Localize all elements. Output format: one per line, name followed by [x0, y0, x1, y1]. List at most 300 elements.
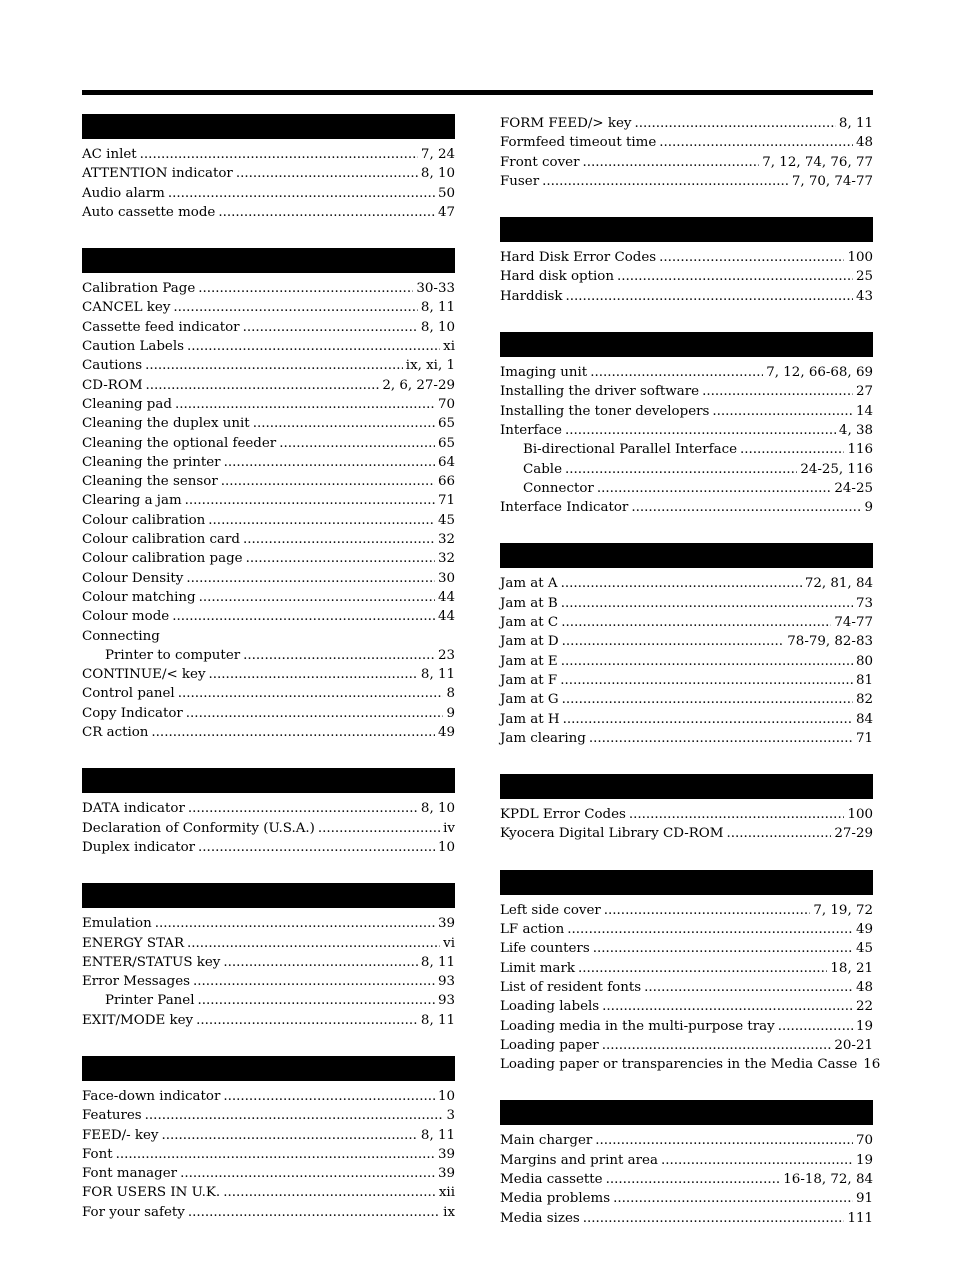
index-section	[500, 543, 873, 748]
dot-leader	[193, 972, 435, 991]
index-page-numbers: 100	[847, 807, 873, 823]
index-term: FORM FEED/> key	[500, 116, 632, 131]
index-entry	[500, 632, 873, 651]
index-term: Cassette feed indicator	[82, 319, 240, 335]
index-entry	[500, 805, 873, 824]
index-entry	[500, 690, 873, 709]
section-header-bar	[82, 883, 455, 908]
dot-leader	[542, 172, 789, 191]
index-section	[500, 870, 881, 1075]
index-term: Left side cover	[500, 902, 601, 918]
index-term: FOR USERS IN U.K.	[82, 1185, 221, 1201]
index-entry	[500, 1170, 873, 1189]
index-entry	[500, 248, 873, 267]
index-term: Installing the toner developers	[500, 403, 710, 419]
index-page-numbers: 71	[437, 493, 455, 509]
dot-leader	[593, 939, 853, 958]
index-page-numbers: 81	[855, 672, 873, 688]
index-page-numbers: 8	[446, 686, 455, 702]
index-term: Printer to computer	[105, 647, 241, 663]
index-entry	[82, 511, 455, 530]
index-term: CD-ROM	[82, 377, 143, 393]
index-page-numbers: 2, 6, 27-29	[382, 377, 455, 393]
index-page-numbers: iv	[443, 820, 455, 836]
index-term: Clearing a jam	[82, 493, 182, 509]
dot-leader	[186, 569, 435, 588]
index-entry	[82, 549, 455, 568]
index-page-numbers: 111	[847, 1210, 873, 1226]
index-term: ATTENTION indicator	[82, 166, 233, 182]
index-page-numbers: 71	[855, 730, 873, 746]
index-page-numbers: 47	[437, 204, 455, 220]
index-page-numbers: 8, 10	[420, 319, 455, 335]
index-entry	[82, 472, 455, 491]
index-entry	[82, 723, 455, 742]
dot-leader	[246, 549, 435, 568]
dot-leader	[727, 824, 832, 843]
index-term: Printer Panel	[105, 993, 195, 1009]
index-page-numbers: 30-33	[416, 281, 455, 297]
dot-leader	[173, 298, 418, 317]
index-page-numbers: 7, 70, 74-77	[791, 173, 873, 189]
dot-leader	[155, 914, 435, 933]
section-header-bar	[500, 543, 873, 568]
index-page-numbers: 65	[437, 416, 455, 432]
index-term: Colour Density	[82, 570, 184, 586]
index-term: CANCEL key	[82, 300, 171, 316]
dot-leader	[561, 613, 831, 632]
index-page-numbers: 74-77	[834, 615, 873, 631]
index-term: Calibration Page	[82, 281, 196, 297]
index-page-numbers: 44	[437, 609, 455, 625]
index-term: Control panel	[82, 686, 175, 702]
index-entry	[82, 434, 455, 453]
index-page-numbers: 8, 10	[420, 801, 455, 817]
dot-leader	[644, 978, 853, 997]
index-page-numbers: 20-21	[834, 1037, 873, 1053]
index-term: DATA indicator	[82, 801, 185, 817]
index-entry	[500, 402, 873, 421]
index-entry	[500, 594, 873, 613]
index-page-numbers: 7, 12, 66-68, 69	[766, 365, 873, 381]
index-entry	[82, 414, 455, 433]
index-page-numbers: 16-18, 72, 84	[783, 1171, 873, 1187]
dot-leader	[602, 997, 853, 1016]
index-entry	[82, 279, 455, 298]
index-page-numbers: 100	[847, 250, 873, 266]
index-page-numbers: 49	[437, 725, 455, 741]
index-entry	[82, 491, 455, 510]
index-entry	[500, 287, 873, 306]
index-term: Life counters	[500, 941, 590, 957]
index-entry	[82, 704, 455, 723]
index-term: CONTINUE/< key	[82, 667, 206, 683]
index-page-numbers: 39	[437, 916, 455, 932]
index-page-numbers: 23	[437, 647, 455, 663]
index-page-numbers: 27	[855, 384, 873, 400]
index-entry	[82, 569, 455, 588]
index-term: Emulation	[82, 916, 152, 932]
index-page-numbers: 70	[855, 1133, 873, 1149]
index-page-numbers: 8, 11	[838, 116, 873, 131]
index-page-numbers: 24-25, 116	[800, 461, 873, 477]
index-term: KPDL Error Codes	[500, 807, 626, 823]
index-entry	[82, 1011, 455, 1030]
index-entry	[82, 530, 455, 549]
index-entry	[82, 395, 455, 414]
dot-leader	[561, 594, 853, 613]
index-page-numbers: 10	[437, 839, 455, 855]
index-section	[500, 332, 873, 517]
index-term: Connecting	[82, 628, 160, 644]
dot-leader	[562, 690, 853, 709]
index-entry	[500, 1131, 873, 1150]
index-term: Cleaning the optional feeder	[82, 435, 277, 451]
dot-leader	[180, 1164, 435, 1183]
dot-leader	[565, 460, 797, 479]
index-term: Colour matching	[82, 589, 196, 605]
index-page-numbers: 7, 19, 72	[813, 902, 873, 918]
top-rule	[82, 90, 873, 95]
section-header-bar	[82, 1056, 455, 1081]
dot-leader	[563, 710, 853, 729]
index-section	[500, 1100, 873, 1227]
dot-leader	[145, 356, 403, 375]
index-page-numbers: 48	[855, 135, 873, 151]
index-term: Formfeed timeout time	[500, 135, 657, 151]
index-term: Media problems	[500, 1191, 611, 1207]
index-section	[82, 768, 455, 857]
index-term: Jam at F	[500, 672, 558, 688]
index-entry	[500, 959, 873, 978]
index-entry	[500, 267, 873, 286]
dot-leader	[582, 153, 759, 172]
index-term: Features	[82, 1108, 142, 1124]
index-term: Media cassette	[500, 1171, 603, 1187]
index-page-numbers: 64	[437, 454, 455, 470]
dot-leader	[223, 1087, 435, 1106]
dot-leader	[151, 723, 435, 742]
index-entry	[500, 498, 873, 517]
index-term: Interface	[500, 422, 562, 438]
dot-leader	[198, 991, 435, 1010]
dot-leader	[635, 114, 836, 133]
dot-leader	[617, 267, 853, 286]
index-entry	[500, 1151, 873, 1170]
dot-leader	[565, 421, 836, 440]
index-subentry	[500, 440, 873, 459]
index-entry	[82, 1087, 455, 1106]
index-column-left	[82, 114, 455, 1248]
section-header-bar	[500, 217, 873, 242]
dot-leader	[186, 704, 444, 723]
index-page-numbers: ix	[443, 1204, 455, 1220]
dot-leader	[196, 1011, 418, 1030]
dot-leader	[145, 1106, 444, 1125]
dot-leader	[188, 1203, 440, 1222]
index-term: Jam at B	[500, 595, 558, 611]
index-page-numbers: 82	[855, 692, 873, 708]
index-page-numbers: 7, 24	[420, 147, 455, 162]
index-term: Limit mark	[500, 960, 575, 976]
index-term: Fuser	[500, 173, 540, 189]
section-header-bar	[82, 248, 455, 273]
index-entry	[82, 1126, 455, 1145]
index-term: Jam at H	[500, 711, 560, 727]
dot-leader	[209, 665, 418, 684]
dot-leader	[613, 1189, 853, 1208]
index-page-numbers: 80	[855, 653, 873, 669]
index-term: Declaration of Conformity (U.S.A.)	[82, 820, 315, 836]
index-page-numbers: ix, xi, 1	[405, 358, 455, 374]
section-header-bar	[82, 768, 455, 793]
index-column-right	[500, 114, 881, 1254]
dot-leader	[161, 1126, 417, 1145]
index-term: Front cover	[500, 154, 580, 170]
section-header-bar	[500, 870, 873, 895]
dot-leader	[583, 1209, 845, 1228]
index-page-numbers: 32	[437, 532, 455, 548]
index-section	[82, 114, 455, 222]
dot-leader	[243, 318, 418, 337]
dot-leader	[629, 805, 845, 824]
index-entry	[82, 203, 455, 222]
dot-leader	[243, 530, 435, 549]
index-page-numbers: 39	[437, 1166, 455, 1182]
index-term: Loading media in the multi-purpose tray	[500, 1018, 775, 1034]
index-entry	[82, 376, 455, 395]
index-term: Caution Labels	[82, 339, 184, 355]
index-section	[500, 114, 873, 191]
index-page-numbers: 30	[437, 570, 455, 586]
dot-leader	[221, 472, 435, 491]
index-entry	[500, 172, 873, 191]
index-entry	[82, 665, 455, 684]
index-page-numbers: 70	[437, 396, 455, 412]
index-term: Cleaning pad	[82, 396, 172, 412]
index-entry	[82, 1145, 455, 1164]
dot-leader	[218, 203, 435, 222]
index-entry	[82, 914, 455, 933]
dot-leader	[606, 1170, 781, 1189]
index-entry	[500, 421, 873, 440]
index-page-numbers: 8, 11	[420, 300, 455, 316]
index-page-numbers: 91	[855, 1191, 873, 1207]
index-entry	[82, 318, 455, 337]
index-entry	[82, 453, 455, 472]
index-entry	[500, 382, 873, 401]
index-term: Jam clearing	[500, 730, 586, 746]
dot-leader	[187, 934, 440, 953]
index-section	[82, 248, 455, 742]
dot-leader	[178, 684, 444, 703]
dot-leader	[567, 920, 853, 939]
index-entry	[500, 574, 873, 593]
index-term: Jam at E	[500, 653, 558, 669]
index-page-numbers: 44	[437, 589, 455, 605]
index-entry	[82, 819, 455, 838]
index-section	[500, 774, 873, 844]
index-entry	[500, 671, 873, 690]
index-term: Jam at D	[500, 634, 559, 650]
index-page-numbers: xii	[438, 1185, 455, 1201]
index-page-numbers: 14	[855, 403, 873, 419]
dot-leader	[185, 491, 435, 510]
index-term: ENTER/STATUS key	[82, 954, 221, 970]
dot-leader	[562, 632, 785, 651]
dot-leader	[561, 652, 853, 671]
index-entry	[500, 920, 873, 939]
index-term: Copy Indicator	[82, 705, 183, 721]
index-entry	[82, 356, 455, 375]
index-page-numbers: 18, 21	[830, 960, 873, 976]
index-entry	[82, 1164, 455, 1183]
index-term: LF action	[500, 922, 565, 938]
dot-leader	[116, 1145, 435, 1164]
index-subentry	[500, 460, 873, 479]
dot-leader	[595, 1131, 853, 1150]
index-entry	[500, 613, 873, 632]
index-entry	[82, 607, 455, 626]
index-page-numbers: 24-25	[834, 480, 873, 496]
dot-leader	[208, 511, 435, 530]
index-page-numbers: 43	[855, 288, 873, 304]
dot-leader	[778, 1017, 853, 1036]
index-page-numbers: 19	[855, 1152, 873, 1168]
index-term: Jam at C	[500, 615, 559, 631]
index-page-numbers: 8, 11	[420, 1127, 455, 1143]
index-page-numbers: 84	[855, 711, 873, 727]
dot-leader	[243, 646, 435, 665]
index-subentry	[82, 646, 455, 665]
index-entry	[82, 1106, 455, 1125]
index-entry	[500, 978, 873, 997]
index-page-numbers: 73	[855, 595, 873, 611]
index-page-numbers: 93	[437, 974, 455, 990]
index-subentry	[500, 479, 873, 498]
index-entry	[82, 972, 455, 991]
dot-leader	[561, 574, 802, 593]
index-entry	[500, 901, 873, 920]
dot-leader	[702, 382, 853, 401]
dot-leader	[188, 799, 418, 818]
dot-leader	[661, 1151, 853, 1170]
index-entry	[500, 824, 873, 843]
index-entry	[500, 729, 873, 748]
dot-leader	[223, 953, 418, 972]
dot-leader	[578, 959, 827, 978]
index-entry	[82, 1203, 455, 1222]
index-page-numbers: 66	[437, 474, 455, 490]
index-term: Margins and print area	[500, 1152, 658, 1168]
dot-leader	[318, 819, 440, 838]
index-entry	[82, 588, 455, 607]
index-entry	[82, 799, 455, 818]
index-section	[500, 217, 873, 306]
index-page-numbers: 8, 11	[420, 1012, 455, 1028]
dot-leader	[187, 337, 440, 356]
index-entry	[82, 1183, 455, 1202]
section-header-bar	[500, 332, 873, 357]
index-term: Audio alarm	[82, 185, 165, 201]
index-entry	[500, 1189, 873, 1208]
index-page-numbers: 10	[437, 1088, 455, 1104]
index-term: CR action	[82, 725, 149, 741]
index-term: Colour calibration	[82, 512, 206, 528]
index-term: FEED/- key	[82, 1127, 159, 1143]
index-term: Colour mode	[82, 609, 170, 625]
index-term: Jam at G	[500, 692, 559, 708]
index-entry	[500, 997, 873, 1016]
index-page-numbers: 7, 12, 74, 76, 77	[762, 154, 873, 170]
index-entry	[82, 934, 455, 953]
index-term: Cable	[523, 461, 563, 477]
dot-leader	[199, 588, 435, 607]
index-term: Harddisk	[500, 288, 563, 304]
index-page-numbers: 78-79, 82-83	[787, 634, 873, 650]
index-section	[82, 1056, 455, 1222]
index-term: Cleaning the printer	[82, 454, 221, 470]
index-entry	[82, 953, 455, 972]
dot-leader	[168, 184, 435, 203]
dot-leader	[589, 729, 853, 748]
index-page-numbers: 8, 10	[420, 166, 455, 182]
dot-leader	[659, 248, 844, 267]
index-term: Media sizes	[500, 1210, 580, 1226]
index-page-numbers: 16	[863, 1057, 881, 1073]
index-page-numbers: 39	[437, 1146, 455, 1162]
dot-leader	[659, 133, 853, 152]
index-term: Colour calibration card	[82, 532, 241, 548]
index-term: Connector	[523, 480, 594, 496]
index-term: EXIT/MODE key	[82, 1012, 194, 1028]
index-term: ENERGY STAR	[82, 935, 185, 951]
index-term: Loading paper or transparencies in the Media Casse	[500, 1057, 858, 1073]
index-entry	[500, 710, 873, 729]
index-page-numbers: 116	[847, 442, 873, 458]
section-header-bar	[82, 114, 455, 139]
dot-leader	[224, 453, 435, 472]
index-entry	[500, 1209, 873, 1228]
index-entry	[500, 652, 873, 671]
dot-leader	[712, 402, 853, 421]
index-term: Cleaning the duplex unit	[82, 416, 250, 432]
dot-leader	[597, 479, 832, 498]
index-entry	[500, 114, 873, 133]
index-entry	[500, 363, 873, 382]
index-term: Colour calibration page	[82, 551, 243, 567]
dot-leader	[223, 1183, 436, 1202]
index-term: For your safety	[82, 1204, 185, 1220]
index-term: Hard Disk Error Codes	[500, 250, 657, 266]
index-entry	[82, 627, 455, 646]
index-page-numbers: 9	[864, 500, 873, 516]
index-entry	[82, 298, 455, 317]
index-page-numbers: 45	[437, 512, 455, 528]
index-term: Font	[82, 1146, 113, 1162]
index-page-numbers: 19	[855, 1018, 873, 1034]
index-entry	[500, 1055, 881, 1074]
index-term: Font manager	[82, 1166, 178, 1182]
index-page-numbers: vi	[443, 935, 455, 951]
index-term: Cautions	[82, 358, 143, 374]
index-entry	[500, 153, 873, 172]
index-term: List of resident fonts	[500, 979, 642, 995]
index-term: Installing the driver software	[500, 384, 700, 400]
index-term: AC inlet	[82, 147, 137, 162]
dot-leader	[560, 671, 853, 690]
index-term: Jam at A	[500, 576, 558, 592]
